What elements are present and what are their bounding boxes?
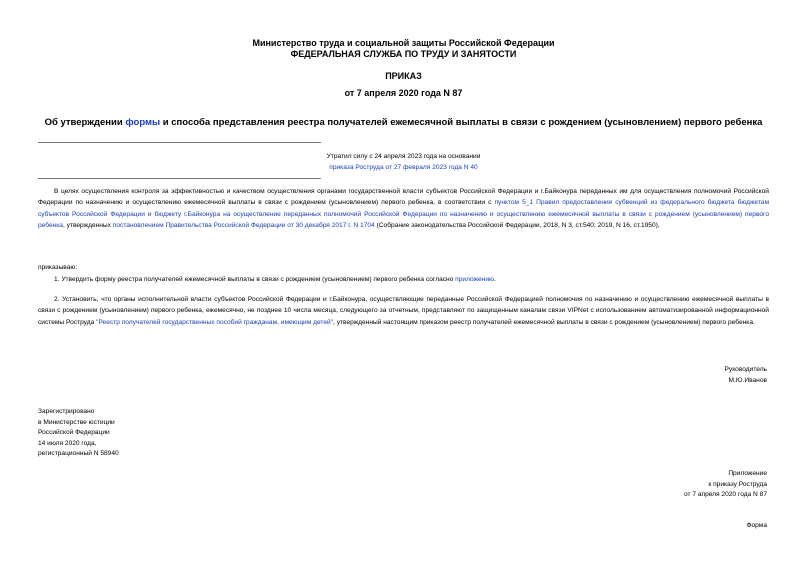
rules-link[interactable]: пунктом 5_1 Правил предоставления субвенций из федерального бюджета бюджетам субъектов Российской Федерации и бюджету г.Байконура на осуществление переданных полномочий Российской Федерации по назначению и осуществлению ежемесячной выплаты в связи с рождением (усыновлением) первого ребенка bbox=[38, 199, 769, 230]
appendix-link[interactable]: приложению bbox=[455, 276, 494, 283]
order-word: приказываю: bbox=[38, 264, 78, 271]
registration-line-4: 14 июля 2020 года, bbox=[38, 439, 97, 447]
registration-line-2: в Министерстве юстиции bbox=[38, 418, 115, 426]
status-note: Утратил силу с 24 апреля 2023 года на основании bbox=[326, 153, 481, 160]
registration-block bbox=[38, 407, 119, 460]
title-part2: и способа представления реестра получателей ежемесячной выплаты в связи с рождением (усыновлением) первого ребенка bbox=[160, 117, 763, 128]
divider-top bbox=[38, 142, 321, 143]
preamble-text-2: , утвержденных bbox=[62, 222, 113, 230]
order-type: ПРИКАЗ bbox=[385, 71, 422, 81]
appendix-line-2: к приказу Роструда bbox=[708, 480, 767, 488]
status-link-line bbox=[0, 162, 807, 173]
signatory-name: М.Ю.Иванов bbox=[728, 376, 767, 384]
service-name: ФЕДЕРАЛЬНАЯ СЛУЖБА ПО ТРУДУ И ЗАНЯТОСТИ bbox=[290, 49, 517, 59]
registration-line-1: Зарегистрировано bbox=[38, 408, 95, 415]
appendix-line-3: от 7 апреля 2020 года N 87 bbox=[683, 491, 767, 498]
repeal-order-link[interactable]: приказа Роструда от 27 февраля 2023 года N 40 bbox=[329, 164, 478, 171]
preamble-text-1: В целях осуществления контроля за эффективностью и качеством осуществления органами государственной власти субъектов Российской Федерации и г.Байконура переданных им для осуществления полномочий Российской Федерации по назначению и осуществлению ежемесячной выплаты в связи с рождением (усыновлением) первого ребенка, в соответствии с bbox=[38, 188, 769, 207]
item-2-text-1: 2. Установить, что органы исполнительной власти субъектов Российской Федерации и г.Байконура, осуществляющие переданные Российской Федерацией полномочия по назначению и осуществлению ежемесячной выплаты в связи с рождением (усыновлением) первого ребенка, ежемесячно, не позднее 10 числа месяца, следующего за отчетным, представляют по защищенным каналам связи VIPNet с использованием автоматизированной информационной системы Роструда bbox=[38, 296, 769, 326]
document-title bbox=[0, 117, 807, 128]
item-2 bbox=[38, 294, 769, 328]
ministry-name: Министерство труда и социальной защиты Российской Федерации bbox=[252, 38, 555, 48]
signatory-position: Руководитель bbox=[724, 366, 767, 373]
appendix-line-1: Приложение bbox=[728, 470, 767, 477]
title-part1: Об утверждении bbox=[44, 117, 126, 128]
preamble-text-3: (Собрание законодательства Российской Федерации, 2018, N 3, ст.540; 2019, N 16, ст.1950), bbox=[374, 222, 660, 230]
preamble-paragraph bbox=[38, 186, 769, 232]
form-link[interactable]: формы bbox=[125, 117, 161, 128]
resolution-link[interactable]: постановлением Правительства Российской Федерации от 30 декабря 2017 г. N 1704 bbox=[112, 222, 375, 230]
registry-system-link[interactable]: "Реестр получателей государственных пособий гражданам, имеющим детей" bbox=[96, 318, 334, 326]
item-1 bbox=[38, 274, 769, 285]
signature-block bbox=[725, 365, 767, 386]
item-1-end: . bbox=[493, 276, 496, 283]
item-2-text-2: , утвержденный настоящим приказом реестр получателей ежемесячной выплаты в связи с рождением (усыновлением) первого ребенка. bbox=[333, 318, 755, 326]
registration-line-3: Российской Федерации bbox=[38, 429, 110, 436]
appendix-block bbox=[684, 469, 767, 501]
registration-line-5: регистрационный N 58940 bbox=[38, 450, 119, 457]
order-date: от 7 апреля 2020 года N 87 bbox=[344, 88, 463, 98]
form-label: Форма bbox=[746, 522, 767, 529]
divider-bottom bbox=[38, 178, 321, 179]
item-1-text: 1. Утвердить форму реестра получателей ежемесячной выплаты в связи с рождением (усыновлением) первого ребенка согласно bbox=[54, 276, 456, 283]
